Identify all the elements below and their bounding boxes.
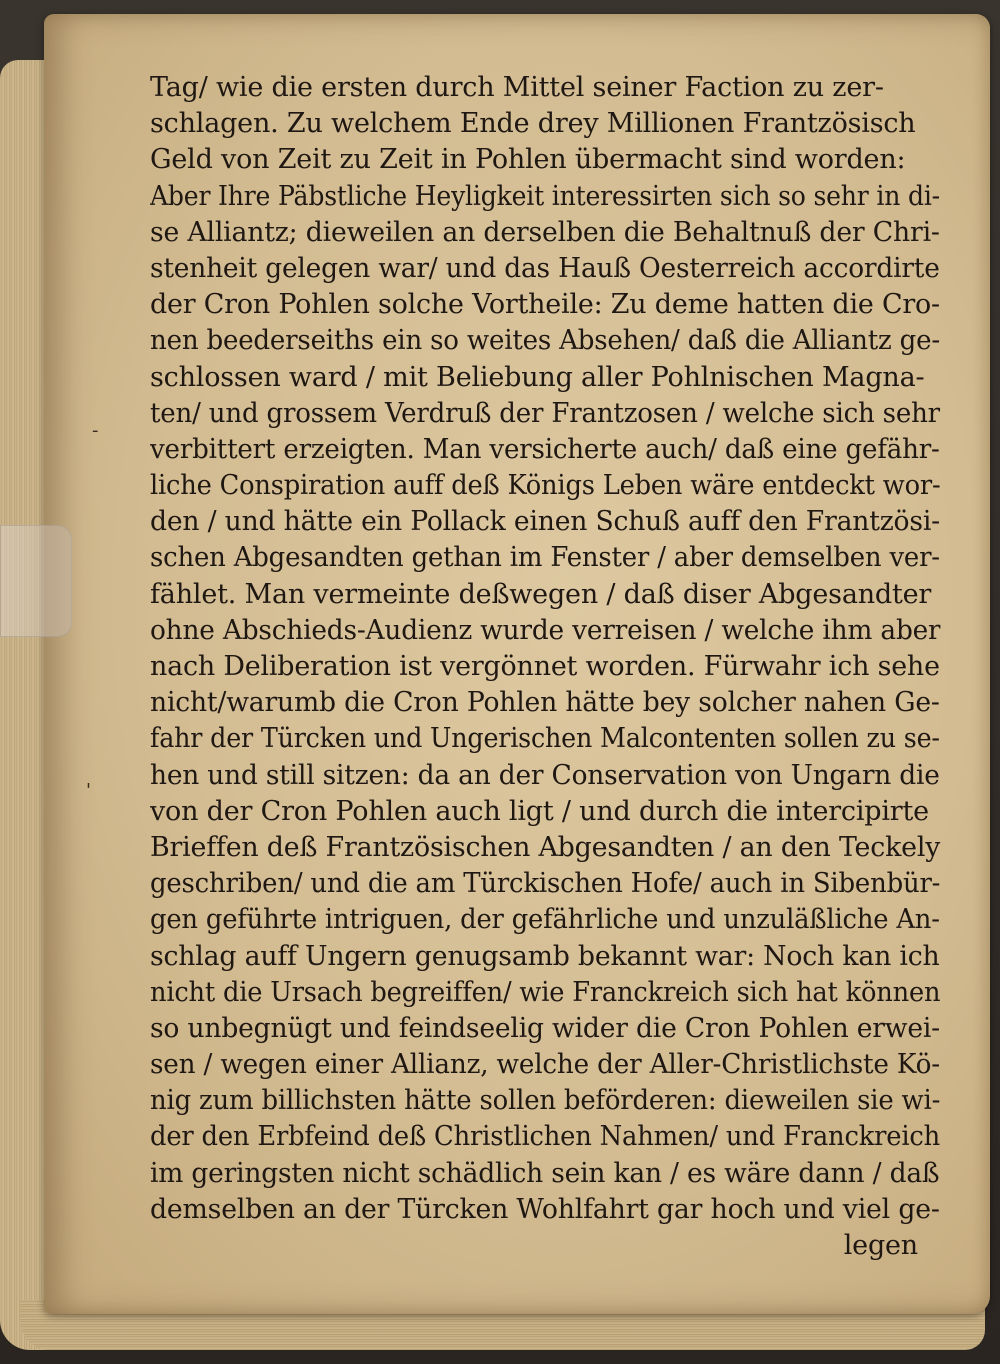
text-line: schlagen. Zu welchem Ende drey Millionen Frantzösisch — [150, 108, 916, 140]
text-line: der den Erbfeind deß Christlichen Nahmen/ und Franckreich — [150, 1121, 940, 1153]
text-line: schlag auff Ungern genugsamb bekannt war: Noch kan ich — [150, 940, 940, 972]
page-tab-marker — [0, 525, 72, 637]
text-line: liche Conspiration auff deß Königs Leben wäre entdeckt wor- — [150, 470, 941, 502]
margin-tick: - — [92, 420, 99, 441]
page-text — [150, 70, 940, 1264]
text-line: Geld von Zeit zu Zeit in Pohlen übermacht sind worden: — [150, 144, 906, 176]
text-line: ohne Abschieds-Audienz wurde verreisen / welche ihm aber — [150, 614, 941, 646]
catchword: legen — [843, 1230, 918, 1261]
text-line: Tag/ wie die ersten durch Mittel seiner Faction zu zer- — [150, 72, 884, 103]
text-line: hen und still sitzen: da an der Conservation von Ungarn die — [150, 759, 940, 791]
text-line: schlossen ward / mit Beliebung aller Pohlnischen Magna- — [150, 361, 925, 393]
text-line: im geringsten nicht schädlich sein kan / es wäre dann / daß — [150, 1157, 940, 1189]
text-line: Aber Ihre Päbstliche Heyligkeit interessirten sich so sehr in di- — [150, 180, 940, 212]
text-line: der Cron Pohlen solche Vortheile: Zu deme hatten die Cro- — [150, 289, 940, 321]
text-line: nicht/warumb die Cron Pohlen hätte bey solcher nahen Ge- — [150, 687, 940, 719]
text-line: den / und hätte ein Pollack einen Schuß auff den Frantzösi- — [150, 506, 940, 538]
text-line: Brieffen deß Frantzösischen Abgesandten / an den Teckely — [150, 831, 941, 863]
text-line: nicht die Ursach begreiffen/ wie Franckreich sich hat können — [150, 976, 941, 1008]
text-line: se Alliantz; dieweilen an derselben die Behaltnuß der Chri- — [150, 216, 940, 248]
text-line: schen Abgesandten gethan im Fenster / aber demselben ver- — [150, 542, 940, 574]
text-line: nig zum billichsten hätte sollen beförderen: dieweilen sie wi- — [150, 1085, 941, 1117]
text-line: geschriben/ und die am Türckischen Hofe/ auch in Sibenbür- — [150, 868, 941, 900]
text-line: stenheit gelegen war/ und das Hauß Oesterreich accordirte — [150, 252, 940, 284]
text-line: demselben an der Türcken Wohlfahrt gar hoch und viel ge- — [150, 1193, 940, 1225]
text-line: ten/ und grossem Verdruß der Frantzosen / welche sich sehr — [150, 397, 940, 429]
text-line: fahr der Türcken und Ungerischen Malcontenten sollen zu se- — [150, 723, 940, 755]
margin-tick: ' — [86, 780, 91, 801]
text-line: sen / wegen einer Allianz, welche der Aller-Christlichste Kö- — [150, 1049, 940, 1081]
text-line: so unbegnügt und feindseelig wider die Cron Pohlen erwei- — [150, 1012, 940, 1044]
text-line: fählet. Man vermeinte deßwegen / daß diser Abgesandter — [150, 578, 932, 610]
text-line: nach Deliberation ist vergönnet worden. Fürwahr ich sehe — [150, 651, 940, 682]
text-line: gen geführte intriguen, der gefährliche und unzuläßliche An- — [150, 904, 940, 936]
text-line: von der Cron Pohlen auch ligt / und durch die intercipirte — [150, 795, 929, 827]
text-line: verbittert erzeigten. Man versicherte auch/ daß eine gefähr- — [150, 433, 940, 465]
text-line: nen beederseiths ein so weites Absehen/ daß die Alliantz ge- — [150, 325, 940, 357]
